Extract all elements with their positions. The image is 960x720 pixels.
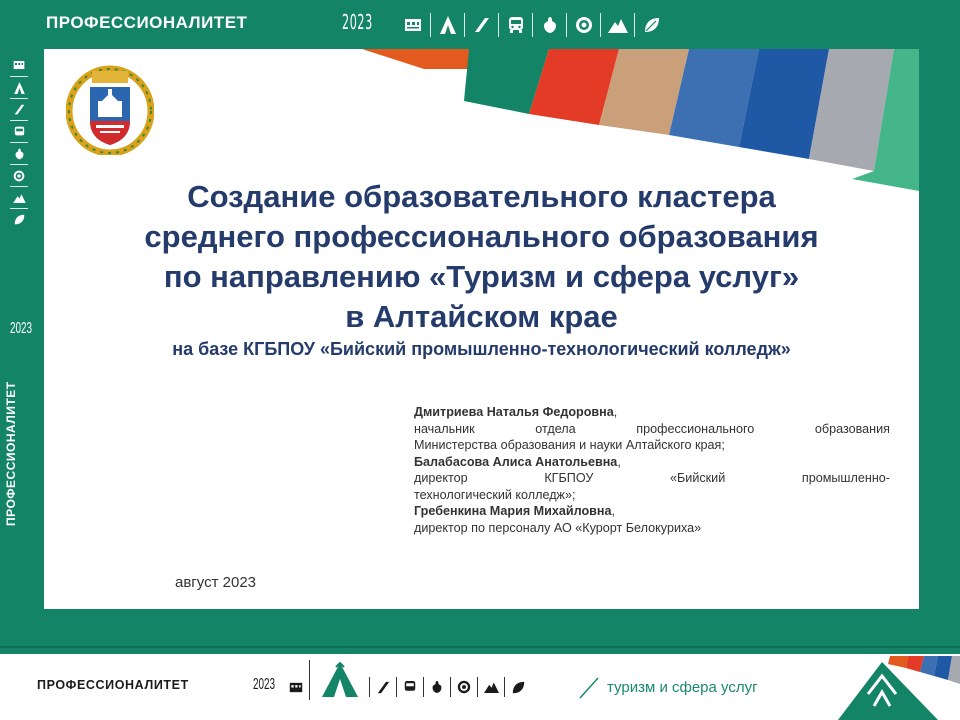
hand-icon <box>532 13 566 37</box>
sidebar-icon-column <box>10 54 28 230</box>
author-role-line: директор КГБПОУ «Бийский промышленно- <box>414 471 890 485</box>
author-entry: Гребенкина Мария Михайловна, <box>414 504 616 518</box>
top-bar <box>0 0 960 48</box>
slide-date: август 2023 <box>175 574 257 591</box>
leaf-icon <box>10 208 28 230</box>
footer-year: 2023 <box>253 676 276 693</box>
slide-panel <box>44 49 919 609</box>
tent-icon <box>430 13 464 37</box>
author-role-line: директор по персоналу АО «Курорт Белокуриха» <box>414 520 702 535</box>
footer-brand: ПРОФЕССИОНАЛИТЕТ <box>37 678 189 692</box>
footer-divider <box>0 646 960 648</box>
header-brand: ПРОФЕССИОНАЛИТЕТ <box>46 13 248 32</box>
title-line-4: в Алтайском крае <box>345 299 618 334</box>
leaf-icon <box>504 677 531 697</box>
hand-icon <box>423 677 450 697</box>
building-icon <box>282 677 309 697</box>
pencil-icon <box>10 98 28 120</box>
altai-coat-of-arms-emblem <box>66 63 154 155</box>
title-line-2: среднего профессионального образования <box>144 219 819 254</box>
header-icon-row <box>396 12 668 38</box>
target-icon <box>10 164 28 186</box>
sidebar-brand: ПРОФЕССИОНАЛИТЕТ <box>4 381 18 526</box>
title-line-1: Создание образовательного кластера <box>187 179 776 214</box>
author-role-line: начальник отдела профессионального образования <box>414 421 890 436</box>
slide-title <box>44 177 919 337</box>
target-icon <box>450 677 477 697</box>
tent-icon <box>309 660 369 700</box>
mountain-icon <box>477 677 504 697</box>
slide-subtitle: на базе КГБПОУ «Бийский промышленно-технологический колледж» <box>172 339 791 359</box>
title-line-3: по направлению «Туризм и сфера услуг» <box>163 259 800 294</box>
author-role-line: Министерства образования и науки Алтайского края; <box>414 438 725 452</box>
pencil-icon <box>369 677 396 697</box>
footer-tagline: туризм и сфера услуг <box>607 679 758 696</box>
author-role-line: технологический колледж»; <box>414 487 576 502</box>
corner-mountain-decoration <box>838 654 960 720</box>
authors-block <box>414 404 890 536</box>
tent-icon <box>10 76 28 98</box>
leaf-icon <box>634 13 668 37</box>
building-icon <box>396 13 430 37</box>
header-year: 2023 <box>342 10 373 34</box>
left-sidebar <box>0 48 40 634</box>
bus-icon <box>396 677 423 697</box>
author-entry: Балабасова Алиса Анатольевна, <box>414 454 621 469</box>
bus-icon <box>10 120 28 142</box>
author-name: Дмитриева Наталья Федоровна <box>414 405 614 419</box>
pencil-icon <box>464 13 498 37</box>
target-icon <box>566 13 600 37</box>
bus-icon <box>498 13 532 37</box>
author-entry: Дмитриева Наталья Федоровна, <box>414 405 618 419</box>
slash-divider-icon <box>578 676 600 700</box>
mountain-icon <box>10 186 28 208</box>
author-name: Балабасова Алиса Анатольевна <box>414 454 618 469</box>
building-icon <box>10 54 28 76</box>
hand-icon <box>10 142 28 164</box>
footer-icon-row <box>282 676 531 698</box>
author-name: Гребенкина Мария Михайловна <box>414 504 612 518</box>
mountain-icon <box>600 13 634 37</box>
sidebar-year: 2023 <box>10 320 33 337</box>
